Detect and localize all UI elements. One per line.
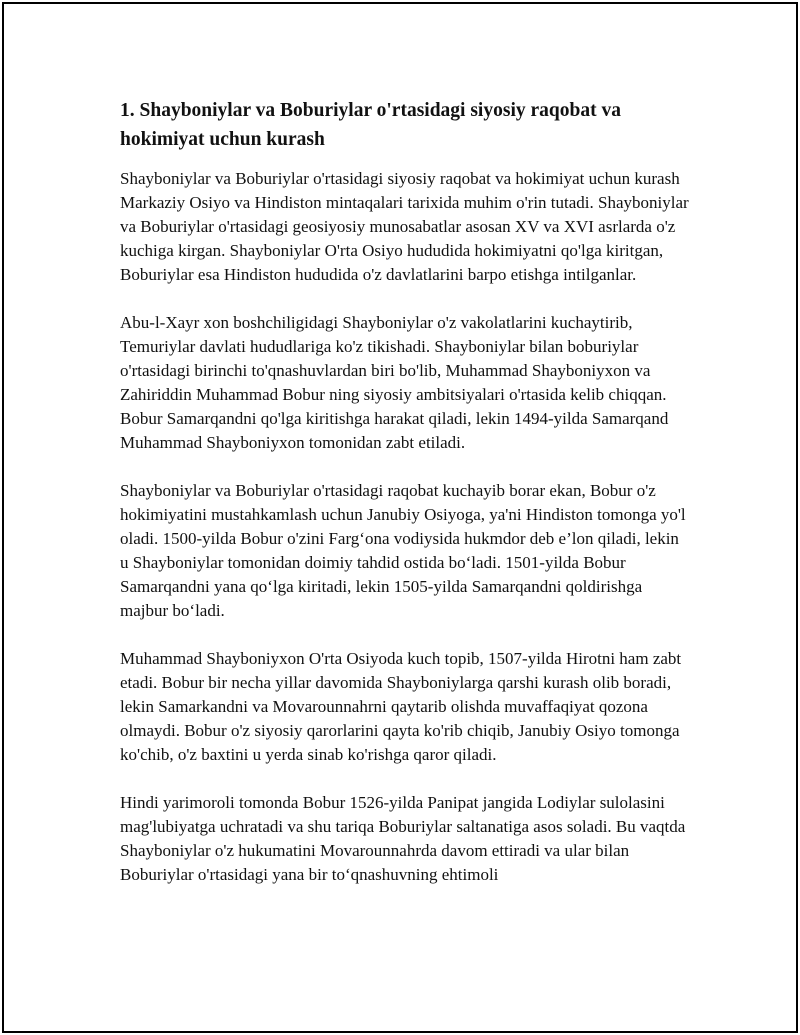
document-body (120, 96, 690, 911)
paragraph-1: Shayboniylar va Boburiylar o'rtasidagi siyosiy raqobat va hokimiyat uchun kurash Markaziy Osiyo va Hindiston mintaqalari tarixida muhim o'rin tutadi. Shayboniylar va Boburiylar o'rtasidagi geosiyosiy munosabatlar asosan XV va XVI asrlarda o'z kuchiga kirgan. Shayboniylar O'rta Osiyo hududida hokimiyatni qo'lga kiritgan, Boburiylar esa Hindiston hududida o'z davlatlarini barpo etishga intilganlar. (120, 169, 689, 284)
paragraph-5: Hindi yarimoroli tomonda Bobur 1526-yilda Panipat jangida Lodiylar sulolasini mag'lubiyatga uchratadi va shu tariqa Boburiylar saltanatiga asos soladi. Bu vaqtda Shayboniylar o'z hukumatini Movarounnahrda davom ettiradi va ular bilan Boburiylar o'rtasidagi yana bir to‘qnashuvning ehtimoli (120, 793, 686, 884)
section-heading: 1. Shayboniylar va Boburiylar o'rtasidagi siyosiy raqobat va hokimiyat uchun kurash (120, 100, 621, 150)
paragraph-4: Muhammad Shayboniyxon O'rta Osiyoda kuch topib, 1507-yilda Hirotni ham zabt etadi. Bobur bir necha yillar davomida Shayboniylarga qarshi kurash olib boradi, lekin Samarkandni va Movarounnahrni qaytarib olishda muvaffaqiyat qozona olmaydi. Bobur o'z siyosiy qarorlarini qayta ko'rib chiqib, Janubiy Osiyo tomonga ko'chib, o'z baxtini u yerda sinab ko'rishga qaror qiladi. (120, 649, 682, 764)
paragraph-3: Shayboniylar va Boburiylar o'rtasidagi raqobat kuchayib borar ekan, Bobur o'z hokimiyatini mustahkamlash uchun Janubiy Osiyoga, ya'ni Hindiston tomonga yo'l oladi. 1500-yilda Bobur o'zini Farg‘ona vodiysida hukmdor deb e’lon qiladi, lekin u Shayboniylar tomonidan doimiy tahdid ostida bo‘ladi. 1501-yilda Bobur Samarqandni yana qo‘lga kiritadi, lekin 1505-yilda Samarqandni qoldirishga majbur bo‘ladi. (120, 481, 686, 620)
document-page (2, 2, 798, 1033)
paragraph-2: Abu-l-Xayr xon boshchiligidagi Shayboniylar o'z vakolatlarini kuchaytirib, Temuriylar davlati hududlariga ko'z tikishadi. Shayboniylar bilan boburiylar o'rtasidagi birinchi to'qnashuvlardan biri bo'lib, Muhammad Shayboniyxon va Zahiriddin Muhammad Bobur ning siyosiy ambitsiyalari o'rtasida kelib chiqqan. Bobur Samarqandni qo'lga kiritishga harakat qiladi, lekin 1494-yilda Samarqand Muhammad Shayboniyxon tomonidan zabt etiladi. (120, 313, 669, 452)
